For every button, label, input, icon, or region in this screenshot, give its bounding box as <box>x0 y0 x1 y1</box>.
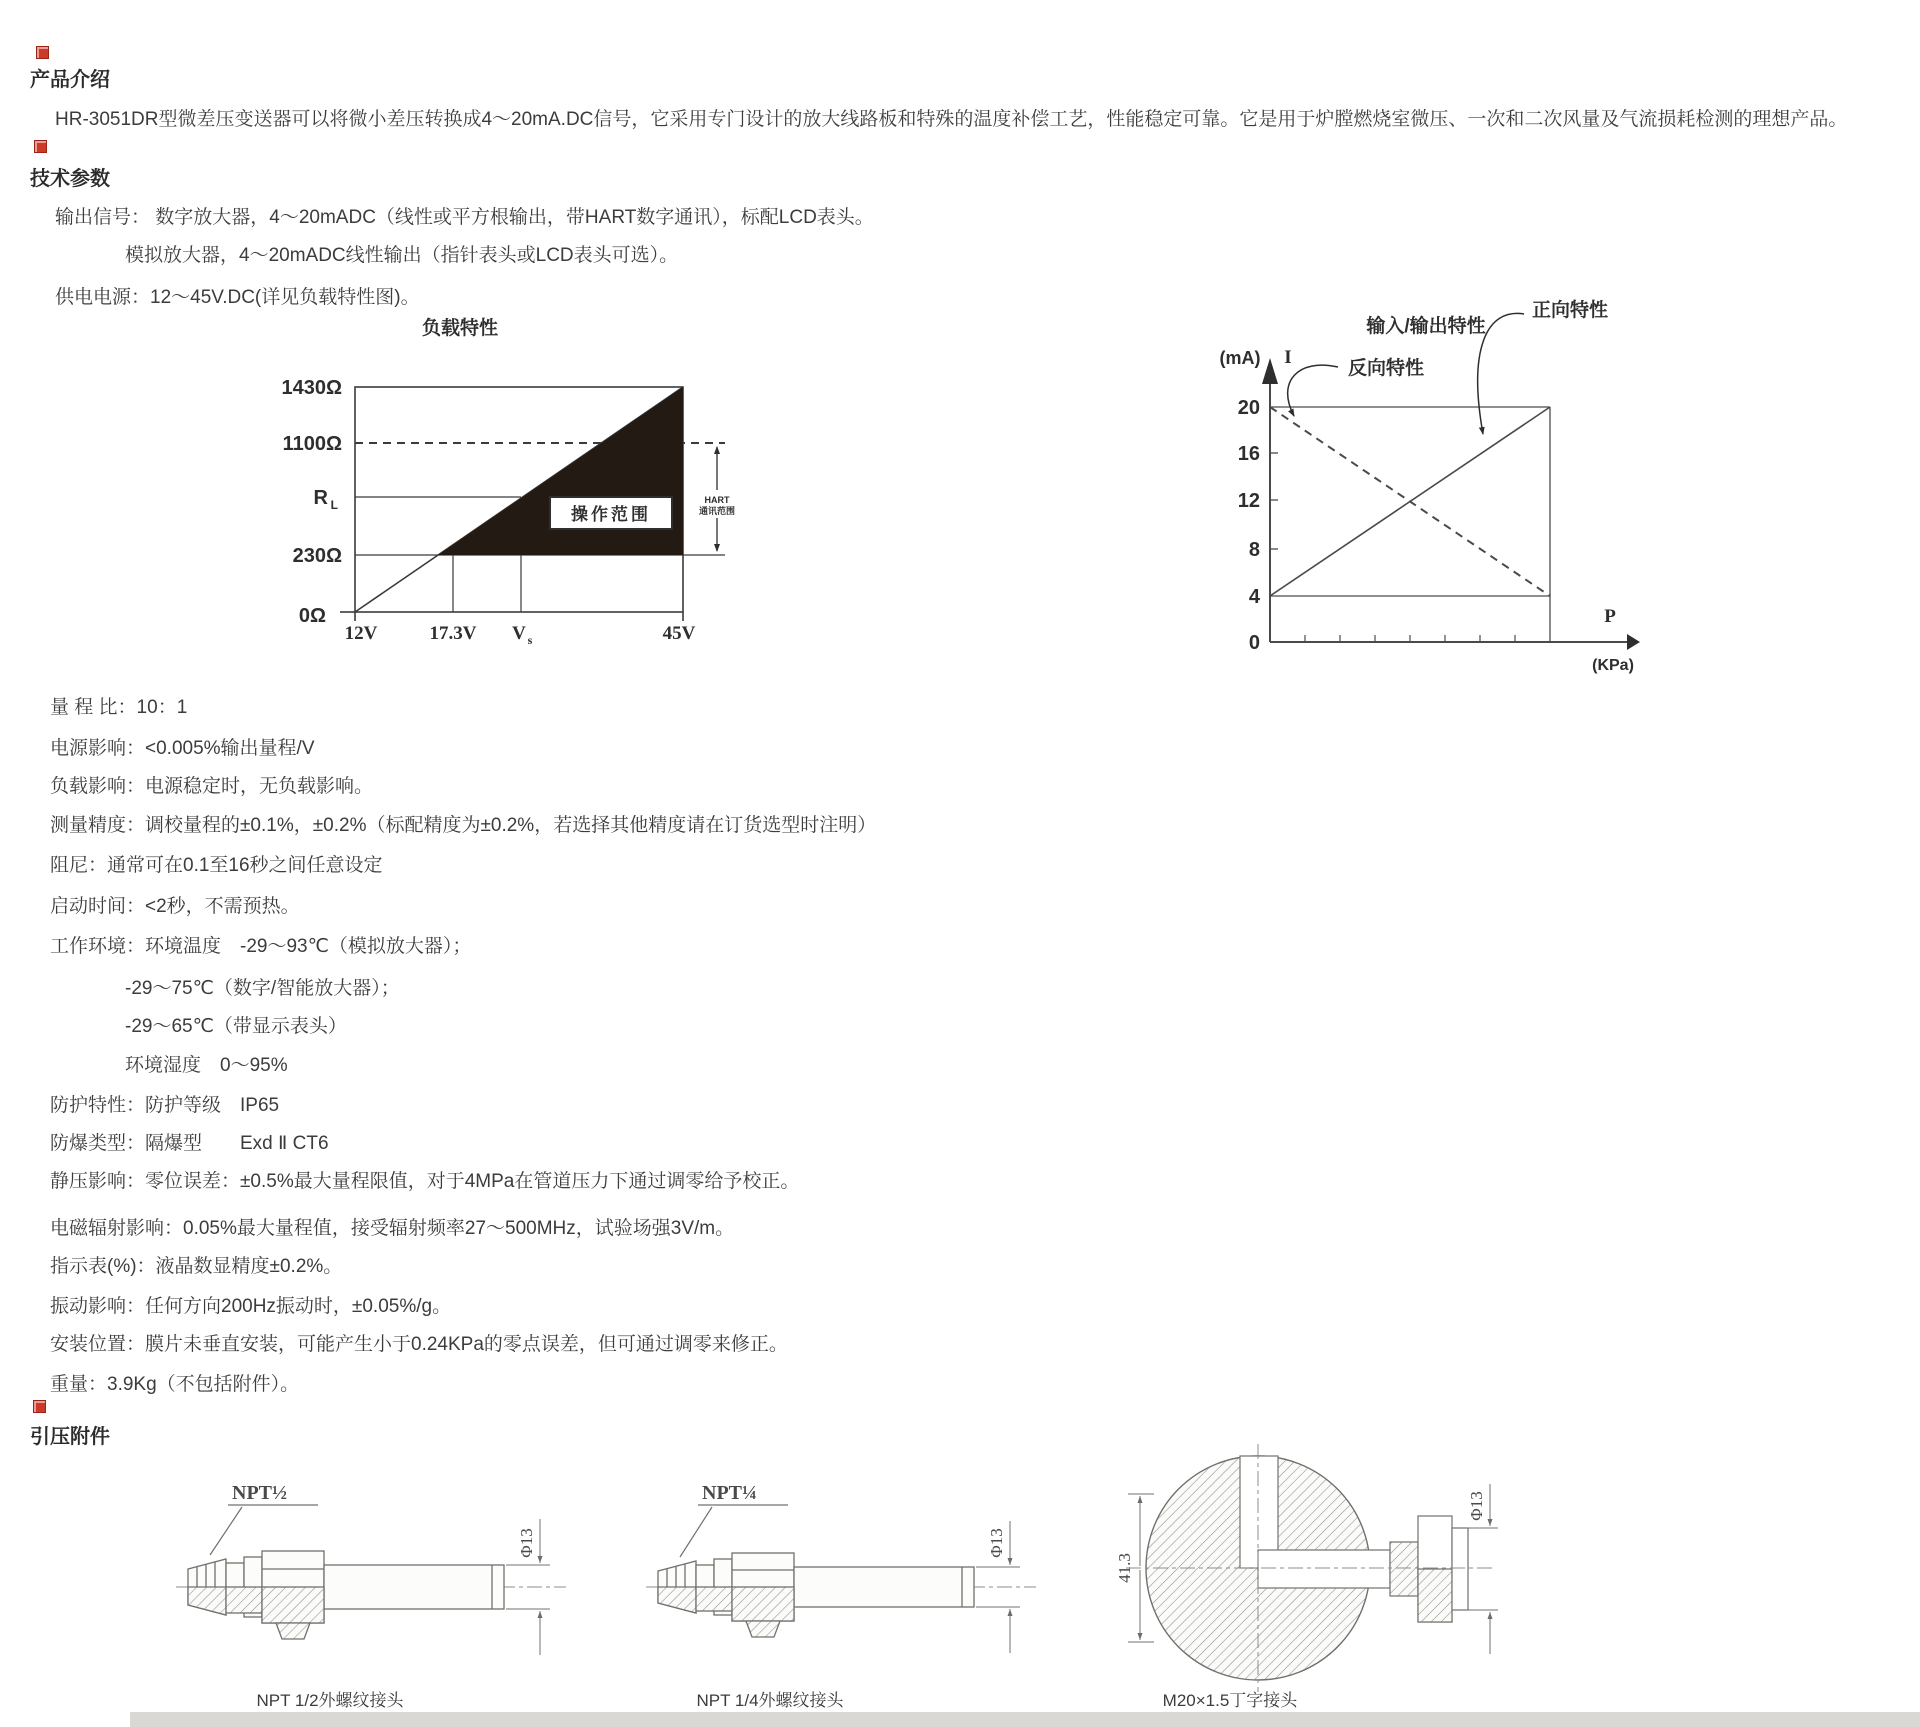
spec-line-accuracy: 测量精度：调校量程的±0.1%，±0.2%（标配精度为±0.2%，若选择其他精度请在订货选型时注明） <box>50 815 877 836</box>
thread-size-label: NPT¼ <box>702 1482 757 1504</box>
spec-line-vibration: 振动影响：任何方向200Hz振动时，±0.05%/g。 <box>50 1296 452 1317</box>
spec-line-temp-display: -29～65℃（带显示表头） <box>125 1016 347 1037</box>
spec-line-static-pressure: 静压影响：零位误差：±0.5%最大量程限值，对于4MPa在管道压力下通过调零给予校正。 <box>50 1171 800 1192</box>
chart-title: 负载特性 <box>421 318 499 339</box>
x-tick-vs-sub: s <box>527 633 533 647</box>
io-characteristic-chart <box>1180 270 1650 690</box>
y-tick-rl-sub: L <box>330 498 338 512</box>
y-tick-20: 20 <box>1237 397 1260 419</box>
x-axis-arrow-icon <box>1627 634 1640 650</box>
tech-heading: 技术参数 <box>30 168 110 190</box>
y-tick-0: 0 <box>1248 632 1260 654</box>
diameter-dimension-label: Φ13 <box>517 1528 536 1558</box>
spec-line-weight: 重量：3.9Kg（不包括附件）。 <box>50 1374 300 1395</box>
section-marker-icon <box>36 46 49 59</box>
x-tick-45v: 45V <box>662 623 696 644</box>
spec-line-mounting: 安装位置：膜片未垂直安装，可能产生小于0.24KPa的零点误差，但可通过调零来修正。 <box>50 1334 788 1355</box>
spec-line-protection: 防护特性：防护等级 IP65 <box>50 1095 280 1116</box>
x-tick-17v: 17.3V <box>429 623 477 644</box>
x-tick-vs-base: V <box>512 623 526 644</box>
reverse-series-label: 反向特性 <box>1348 358 1425 379</box>
spec-line-turndown: 量 程 比：10：1 <box>50 697 188 718</box>
fitting-caption: NPT 1/4外螺纹接头 <box>696 1691 844 1710</box>
x-tick-12v: 12V <box>344 623 378 644</box>
y-axis-var-label: I <box>1284 347 1292 368</box>
x-axis-unit-label: (KPa) <box>1592 657 1634 674</box>
y-tick-1430: 1430Ω <box>281 377 342 399</box>
spec-line-damping: 阻尼：通常可在0.1至16秒之间任意设定 <box>50 855 383 876</box>
height-dimension-label: 41.3 <box>1115 1553 1134 1583</box>
hart-range-label-line2: 通讯范围 <box>698 506 736 516</box>
spec-line-environment: 工作环境：环境温度 -29～93℃（模拟放大器）； <box>50 936 472 957</box>
spec-line-temp-digital: -29～75℃（数字/智能放大器）； <box>125 978 400 999</box>
operating-region-label: 操作范围 <box>571 505 651 524</box>
y-tick-230: 230Ω <box>292 545 342 567</box>
y-tick-rl-base: R <box>313 487 328 509</box>
section-marker-icon <box>33 1400 46 1413</box>
y-tick-1100: 1100Ω <box>282 433 342 455</box>
section-marker-icon <box>34 140 47 153</box>
y-tick-0: 0Ω <box>298 605 326 627</box>
spec-line-emi: 电磁辐射影响：0.05%最大量程值，接受辐射频率27～500MHz，试验场强3V/m。 <box>50 1218 735 1239</box>
y-tick-12: 12 <box>1237 490 1260 512</box>
spec-line-startup: 启动时间：<2秒，不需预热。 <box>50 896 300 917</box>
fitting-drawing-m20 <box>1090 1428 1520 1700</box>
intro-paragraph: HR-3051DR型微差压变送器可以将微小差压转换成4～20mA.DC信号，它采用专门设计的放大线路板和特殊的温度补偿工艺，性能稳定可靠。它是用于炉膛燃烧室微压、一次和二次风量及气流损耗检测的理想产品。 <box>55 109 1848 130</box>
y-tick-4: 4 <box>1248 586 1260 608</box>
spec-line-humidity: 环境湿度 0～95% <box>125 1055 288 1076</box>
y-axis-unit-label: (mA) <box>1219 348 1261 368</box>
intro-heading: 产品介绍 <box>30 69 110 91</box>
spec-line-output-signal: 输出信号： 数字放大器，4～20mADC（线性或平方根输出，带HART数字通讯），标配LCD表头。 <box>55 207 874 228</box>
fitting-drawing-npt-quarter <box>640 1455 1080 1680</box>
diameter-dimension-label: Φ13 <box>987 1528 1006 1558</box>
y-tick-8: 8 <box>1248 539 1260 561</box>
fitting-caption: NPT 1/2外螺纹接头 <box>256 1691 404 1710</box>
load-characteristic-chart <box>220 250 740 670</box>
diameter-dimension-label: Φ13 <box>1467 1491 1486 1521</box>
spec-line-load-effect: 负载影响：电源稳定时，无负载影响。 <box>50 776 374 797</box>
fittings-heading: 引压附件 <box>30 1426 110 1448</box>
page-bottom-divider <box>130 1712 1920 1727</box>
spec-line-power-effect: 电源影响：<0.005%输出量程/V <box>50 738 315 759</box>
y-axis-arrow-icon <box>1262 358 1278 384</box>
fitting-drawing-npt-half <box>170 1455 610 1680</box>
forward-series-label: 正向特性 <box>1532 300 1609 321</box>
fitting-caption: M20×1.5丁字接头 <box>1162 1691 1298 1710</box>
hart-range-label-line1: HART <box>704 495 730 505</box>
thread-size-label: NPT½ <box>232 1482 287 1504</box>
spec-line-power-supply: 供电电源：12～45V.DC(详见负载特性图)。 <box>55 287 420 308</box>
y-tick-16: 16 <box>1237 443 1260 465</box>
spec-line-analog-amp: 模拟放大器，4～20mADC线性输出（指针表头或LCD表头可选）。 <box>125 245 679 266</box>
x-axis-var-label: P <box>1604 606 1616 627</box>
chart-title: 输入/输出特性 <box>1366 316 1486 337</box>
spec-line-explosion: 防爆类型：隔爆型 Exd Ⅱ CT6 <box>50 1133 329 1154</box>
spec-line-indicator: 指示表(%)：液晶数显精度±0.2%。 <box>50 1256 343 1277</box>
